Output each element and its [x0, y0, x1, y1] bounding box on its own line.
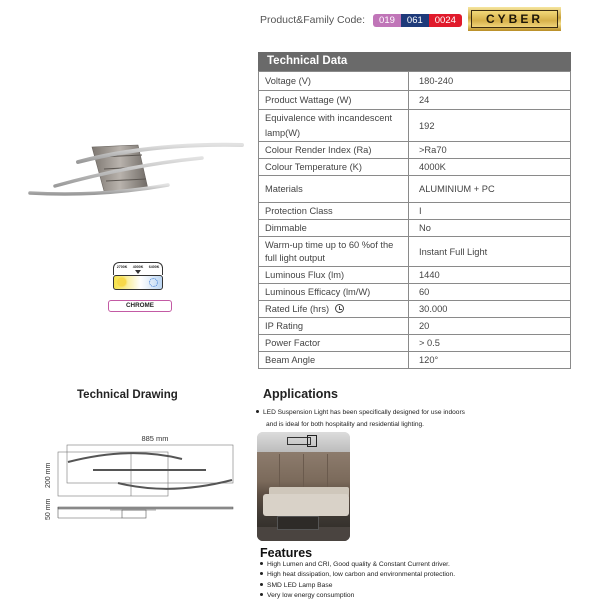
spec-label: Luminous Flux (lm): [259, 267, 409, 284]
spec-label: Equivalence with incandescent lamp(W): [259, 110, 409, 142]
cct-gradient-bar: [113, 275, 163, 290]
technical-data-table: [258, 52, 571, 369]
spec-label: Warm-up time up to 60 %of the full light output: [259, 237, 409, 267]
spec-value: 192: [409, 110, 571, 142]
table-row: [259, 159, 571, 176]
spec-label: IP Rating: [259, 318, 409, 335]
spec-value: 20: [409, 318, 571, 335]
applications-title: Applications: [263, 387, 339, 401]
height-dimension-label: 50 mm: [45, 498, 52, 520]
application-room-photo: [257, 432, 350, 541]
spec-label-with-icon: [259, 301, 409, 318]
spec-label: Materials: [259, 176, 409, 203]
spec-value: 60: [409, 284, 571, 301]
bullet-icon: [260, 593, 263, 596]
cct-option-4000k: 4000K: [132, 265, 144, 269]
table-row: [259, 301, 571, 318]
table-row: [259, 318, 571, 335]
code-badges: [373, 14, 462, 27]
bullet-icon: [260, 583, 263, 586]
table-row: [259, 91, 571, 110]
cct-option-6400k: 6400K: [148, 265, 160, 269]
code-badge-3: 0024: [429, 14, 462, 27]
features-list: [260, 560, 455, 600]
technical-data-title: Technical Data: [258, 52, 571, 71]
table-row: [259, 267, 571, 284]
spec-label: Dimmable: [259, 220, 409, 237]
feature-item: Very low energy consumption: [260, 591, 455, 600]
table-row: [259, 203, 571, 220]
table-row: [259, 335, 571, 352]
spec-label: Beam Angle: [259, 352, 409, 369]
cool-snowflake-icon: [149, 278, 158, 287]
spec-label: Colour Temperature (K): [259, 159, 409, 176]
table-row: [259, 142, 571, 159]
features-title: Features: [260, 546, 313, 560]
applications-line-2: and is ideal for both hospitality and residential lighting.: [266, 421, 424, 428]
width-dimension-label: 885 mm: [141, 434, 169, 443]
technical-drawing-title: Technical Drawing: [77, 389, 178, 401]
table-row: [259, 237, 571, 267]
spec-label: Voltage (V): [259, 72, 409, 91]
spec-value: 30.000: [409, 301, 571, 318]
cct-option-2700k: 2700K: [116, 265, 128, 269]
code-badge-1: 019: [373, 14, 401, 27]
table-row: [259, 220, 571, 237]
feature-item: High heat dissipation, low carbon and environmental protection.: [260, 570, 455, 580]
depth-dimension-label: 200 mm: [45, 462, 52, 488]
bullet-icon: [260, 572, 263, 575]
spec-label: Product Wattage (W): [259, 91, 409, 110]
warm-sun-icon: [118, 278, 126, 286]
table-row: [259, 176, 571, 203]
spec-table: [258, 71, 571, 369]
table-row: [259, 284, 571, 301]
spec-value: > 0.5: [409, 335, 571, 352]
product-image: [20, 135, 250, 205]
clock-icon: [335, 304, 344, 313]
spec-value: 24: [409, 91, 571, 110]
spec-value: 4000K: [409, 159, 571, 176]
product-family-code: [260, 12, 462, 28]
applications-line-1: LED Suspension Light has been specifically designed for use indoors: [263, 409, 465, 416]
cct-labels: [113, 262, 163, 275]
spec-value: >Ra70: [409, 142, 571, 159]
feature-item: SMD LED Lamp Base: [260, 581, 455, 591]
feature-item: High Lumen and CRI, Good quality & Constant Current driver.: [260, 560, 455, 570]
table-row: [259, 110, 571, 142]
spec-value: Instant Full Light: [409, 237, 571, 267]
finish-badge: CHROME: [108, 300, 172, 312]
brand-logo: [468, 7, 561, 31]
brand-name: CYBER: [471, 10, 558, 28]
spec-value: ALUMINIUM + PC: [409, 176, 571, 203]
applications-text: [256, 407, 516, 431]
spec-value: 1440: [409, 267, 571, 284]
spec-label: Protection Class: [259, 203, 409, 220]
table-row: [259, 352, 571, 369]
technical-drawing: [40, 430, 250, 520]
spec-value: I: [409, 203, 571, 220]
spec-label: Rated Life (hrs): [265, 304, 330, 314]
spec-value: No: [409, 220, 571, 237]
sofa: [263, 494, 349, 516]
spec-value: 180-240: [409, 72, 571, 91]
bullet-icon: [256, 410, 259, 413]
selected-indicator-icon: [135, 270, 141, 274]
bullet-icon: [260, 562, 263, 565]
code-badge-2: 061: [401, 14, 429, 27]
spec-label: Colour Render Index (Ra): [259, 142, 409, 159]
spec-label: Luminous Efficacy (lm/W): [259, 284, 409, 301]
spec-label: Power Factor: [259, 335, 409, 352]
colour-temperature-icon: [113, 262, 163, 294]
table-row: [259, 72, 571, 91]
spec-value: 120°: [409, 352, 571, 369]
code-label: Product&Family Code:: [260, 14, 366, 26]
